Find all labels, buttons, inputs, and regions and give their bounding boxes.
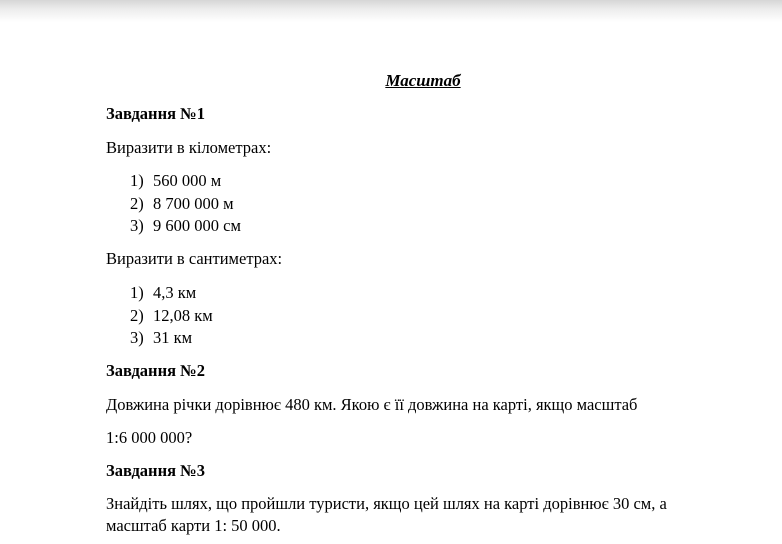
list-item-number: 1) [130, 283, 144, 302]
list-item [130, 194, 241, 217]
task-1-prompt-cm: Виразити в сантиметрах: [106, 249, 283, 268]
list-item-text: 31 км [153, 328, 193, 347]
task-3-text-line-2: масштаб карти 1: 50 000. [106, 516, 281, 535]
list-item [130, 216, 241, 239]
list-item-text: 12,08 км [153, 305, 213, 325]
list-item-number: 1) [130, 171, 144, 190]
list-item-text: 9 600 000 см [153, 216, 241, 235]
list-item [130, 283, 213, 306]
task-3-heading: Завдання №3 [106, 461, 205, 480]
task-3-text-line-1: Знайдіть шлях, що пройшли туристи, якщо цей шлях на карті дорівнює 30 см, а [106, 494, 667, 513]
list-item-number: 3) [130, 216, 144, 235]
list-item-number: 2) [130, 193, 144, 213]
task-2-heading: Завдання №2 [106, 361, 205, 380]
task-2-text-line-1: Довжина річки дорівнює 480 км. Якою є її довжина на карті, якщо масштаб [106, 395, 638, 414]
list-item [130, 306, 213, 329]
list-item-text: 560 000 м [153, 171, 222, 190]
list-item-text: 4,3 км [153, 283, 197, 302]
task-1-prompt-km: Виразити в кілометрах: [106, 138, 272, 157]
task-1-km-list [130, 171, 241, 239]
task-2-text-line-2: 1:6 000 000? [106, 428, 193, 447]
list-item [130, 171, 241, 194]
list-item-text: 8 700 000 м [153, 193, 234, 213]
document-title: Масштаб [385, 71, 461, 90]
task-1-heading: Завдання №1 [106, 104, 205, 123]
list-item [130, 328, 213, 351]
task-1-cm-list [130, 283, 213, 351]
list-item-number: 2) [130, 305, 144, 325]
list-item-number: 3) [130, 328, 144, 347]
